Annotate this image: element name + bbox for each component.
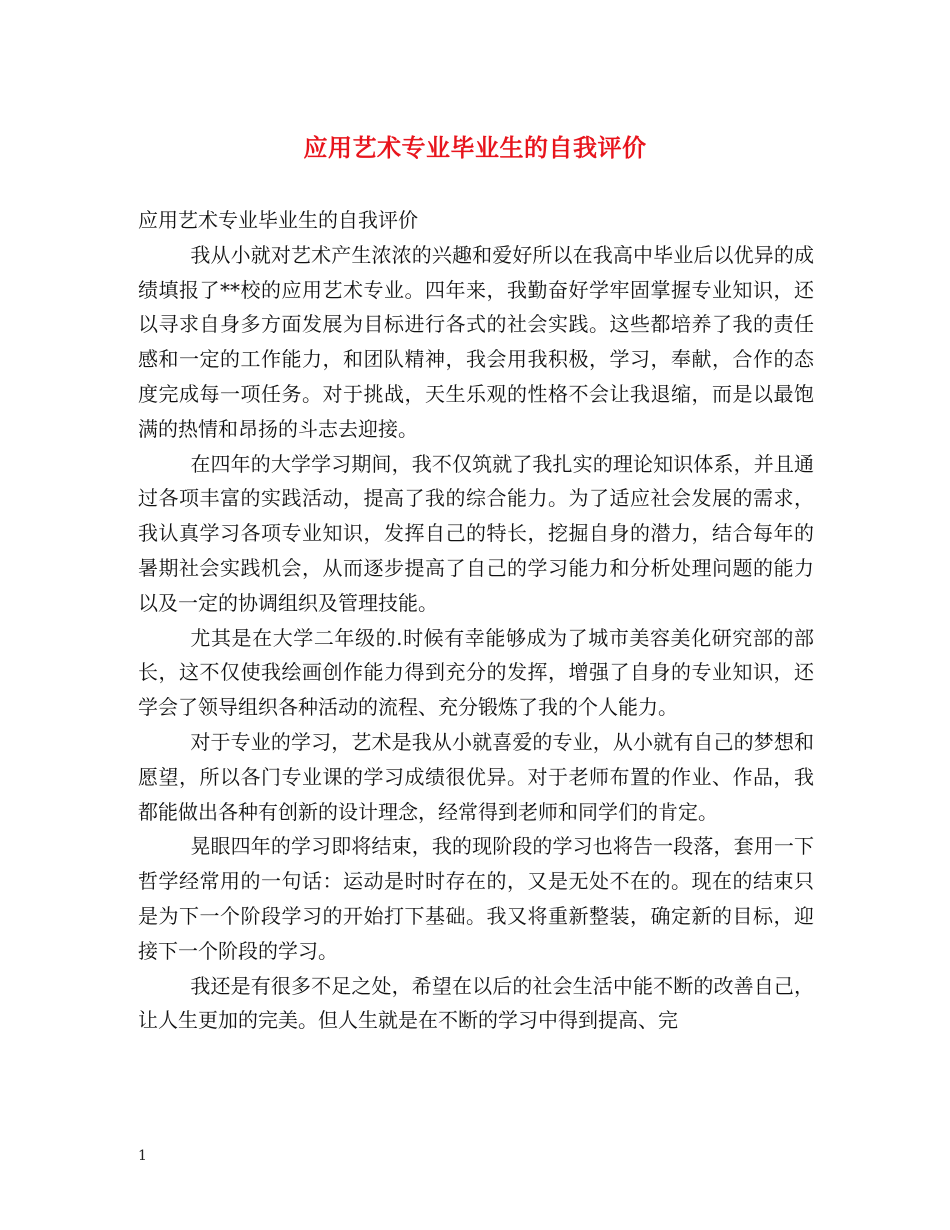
page-number: 1 bbox=[138, 1148, 147, 1164]
paragraph-1: 我从小就对艺术产生浓浓的兴趣和爱好所以在我高中毕业后以优异的成绩填报了**校的应用艺术专业。四年来，我勤奋好学牢固掌握专业知识，还以寻求自身多方面发展为目标进行各式的社会实践。这些都培养了我的责任感和一定的工作能力，和团队精神，我会用我积极，学习，奉献，合作的态度完成每一项任务。对于挑战，天生乐观的性格不会让我退缩，而是以最饱满的热情和昂扬的斗志去迎接。 bbox=[138, 242, 814, 441]
paragraph-6: 我还是有很多不足之处，希望在以后的社会生活中能不断的改善自己，让人生更加的完美。但人生就是在不断的学习中得到提高、完 bbox=[138, 973, 814, 1033]
paragraph-2: 在四年的大学学习期间，我不仅筑就了我扎实的理论知识体系，并且通过各项丰富的实践活动，提高了我的综合能力。为了适应社会发展的需求，我认真学习各项专业知识，发挥自己的特长，挖掘自身的潜力，结合每年的暑期社会实践机会，从而逐步提高了自己的学习能力和分析处理问题的能力以及一定的协调组织及管理技能。 bbox=[138, 451, 814, 615]
paragraph-4: 对于专业的学习，艺术是我从小就喜爱的专业，从小就有自己的梦想和愿望，所以各门专业课的学习成绩很优异。对于老师布置的作业、作品，我都能做出各种有创新的设计理念，经常得到老师和同学们的肯定。 bbox=[138, 729, 814, 824]
document-subtitle: 应用艺术专业毕业生的自我评价 bbox=[138, 208, 418, 232]
document-title: 应用艺术专业毕业生的自我评价 bbox=[303, 133, 647, 162]
paragraph-5: 晃眼四年的学习即将结束，我的现阶段的学习也将告一段落，套用一下哲学经常用的一句话：运动是时时存在的，又是无处不在的。现在的结束只是为下一个阶段学习的开始打下基础。我又将重新整装，确定新的目标，迎接下一个阶段的学习。 bbox=[138, 834, 814, 963]
paragraph-3: 尤其是在大学二年级的.时候有幸能够成为了城市美容美化研究部的部长，这不仅使我绘画创作能力得到充分的发挥，增强了自身的专业知识，还学会了领导组织各种活动的流程、充分锻炼了我的个人能力。 bbox=[138, 625, 814, 720]
document-body bbox=[138, 203, 814, 1038]
